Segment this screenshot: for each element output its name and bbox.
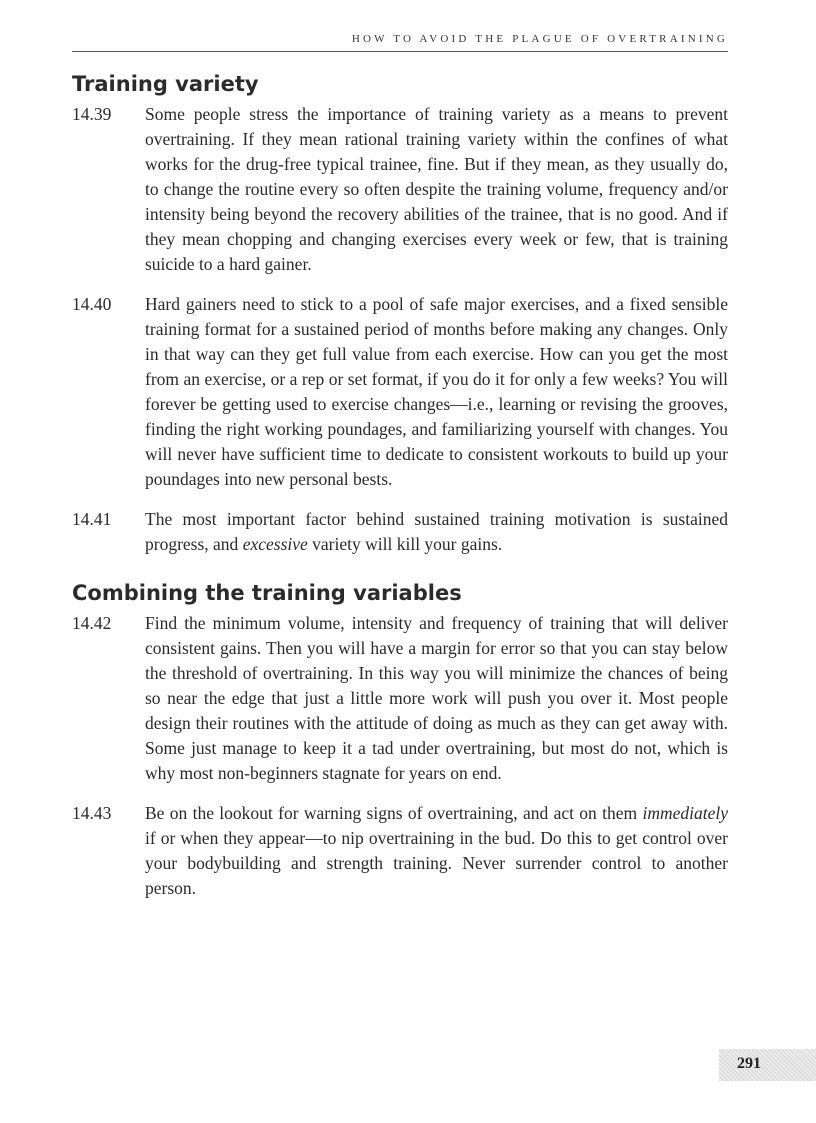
section-heading-training-variety: Training variety [72,72,259,96]
paragraph-text: Find the minimum volume, intensity and frequency of training that will deliver consistent gains. Then you will have a margin for error so that you can stay below the threshold of overtraining. In this way you will minimize the chances of being so near the edge that just a little more work will push you over it. Most people design their routines with the attitude of doing as much as they can get away with. Some just manage to keep it a tad under overtraining, but most do not, which is why most non-beginners stagnate for years on end. [145,613,728,783]
section-heading-combining-variables: Combining the training variables [72,581,462,605]
page-number-box [719,1049,816,1081]
paragraph-number: 14.39 [72,104,112,124]
page-body [72,68,728,901]
paragraph-text: Some people stress the importance of training variety as a means to prevent overtraining. If they mean rational training variety within the confines of what works for the drug-free typical trainee, fine. But if they mean, as they usually do, to change the routine every so often despite the training volume, frequency and/or intensity being beyond the recovery abilities of the trainee, that is no good. And if they mean chopping and changing exercises every week or few, that is training suicide to a hard gainer. [145,104,728,274]
paragraph-14-39 [72,102,728,277]
paragraph-14-41 [72,507,728,557]
paragraph-text [145,801,728,901]
paragraph-14-42 [72,611,728,786]
paragraph-text-part: Be on the lookout for warning signs of overtraining, and act on them [145,803,643,823]
paragraph-number: 14.43 [72,803,112,823]
page-number: 291 [737,1055,761,1072]
paragraph-text-part: if or when they appear—to nip overtraining in the bud. Do this to get control over your bodybuilding and strength training. Never surrender control to another person. [145,828,728,898]
paragraph-number: 14.40 [72,294,112,314]
paragraph-14-40 [72,292,728,492]
paragraph-text [145,507,728,557]
paragraph-text-part: The most important factor behind sustained training motivation is sustained progress, and [145,509,728,554]
paragraph-text: Hard gainers need to stick to a pool of safe major exercises, and a fixed sensible training format for a sustained period of months before making any changes. Only in that way can they get full value from each exercise. How can you get the most from an exercise, or a rep or set format, if you do it for only a few weeks? You will forever be getting used to exercise changes—i.e., learning or revising the grooves, finding the right working poundages, and familiarizing yourself with changes. You will never have sufficient time to dedicate to consistent workouts to build up your poundages into new personal bests. [145,294,728,489]
paragraph-14-43 [72,801,728,901]
emphasis-text: excessive [242,534,308,554]
emphasis-text: immediately [642,803,728,823]
paragraph-text-part: variety will kill your gains. [307,534,503,554]
running-head: HOW TO AVOID THE PLAGUE OF OVERTRAINING [351,33,728,45]
paragraph-number: 14.41 [72,509,112,529]
header-rule [72,51,728,52]
paragraph-number: 14.42 [72,613,112,633]
